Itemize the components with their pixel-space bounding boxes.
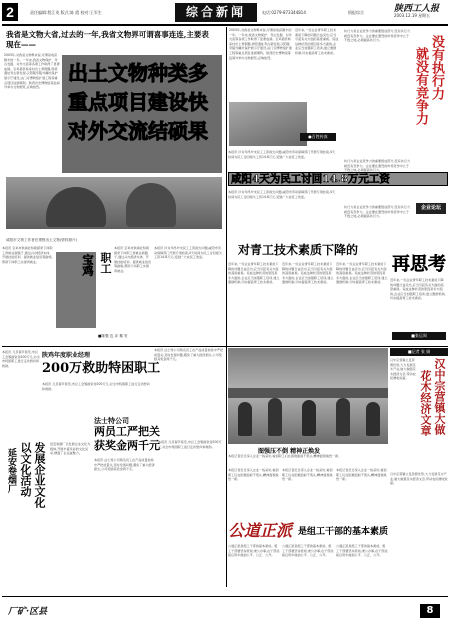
article-column: 本报讯 法士特公司两名员工在产品质量检验中严把质量关,及时发现问题,避免了重大经济损失,公司奖励其奖金两千元。 <box>154 348 224 362</box>
headline: 是组工干部的基本素质 <box>298 527 389 537</box>
footer-section: 厂矿·区县 <box>8 607 48 617</box>
byline: ■记者 张 娟 <box>390 348 448 356</box>
article-column: 本报讯 法士特公司两名员工在产品质量检验中严把质量关,及时发现问题,避免了重大经济损失,公司奖励其奖金两千元。 <box>94 458 155 472</box>
stage-photo <box>228 348 388 444</box>
hotline: 电话:0279-873344814 <box>262 10 306 15</box>
photo-caption: 咸阳市文物工作者在观察出土文物(资料照片) <box>6 238 78 242</box>
headline-line: 两员工严把关 <box>94 425 160 438</box>
article-body: 2003年,对我省文物界来说,可谓是收获颇丰的一年。一年来,我省文物保护、考古发掘、对外交流等各项工作取得了显著成绩。宝鸡眉县杨家村出土青铜器,周原遗址考古新发现,汉阳陵帝陵外藏坑保护展示厅建设,法门寺博物馆扩建工程等重点项目进展顺利。陕西历史博物馆等赴海外举办文物展览,反响热烈。 <box>4 53 60 90</box>
article-body: 执行力是企业竞争力的重要组成部分,没有执行力就没有竞争力。企业要在激烈的市场竞争中立于不败之地,必须提高执行力。 <box>344 205 410 219</box>
headline-block <box>56 252 96 328</box>
headline-line: 对外交流结硕果 <box>68 119 208 143</box>
headline-column: 就没有竞争力 <box>413 47 428 125</box>
headline: 职工 <box>99 252 112 274</box>
article-body: 本报讯 针对年终岁末民工工资拖欠问题,咸阳市劳动保障部门开展专项检查,4天时间为民工讨回拖欠工资14.8万元,受到广大农民工欢迎。 <box>228 190 336 199</box>
page-header <box>0 0 450 27</box>
footer-page-number: 8 <box>420 604 440 618</box>
section-rule <box>2 346 448 347</box>
article-body: 本报讯 元旦春节将至,市总工会筹措资金200万元,对全市特困职工进行走访慰问和救助。 <box>2 350 40 368</box>
article-kicker: 陕鸡年度职业经理 <box>42 352 91 359</box>
article-column: 本报讯 针对年终岁末民工工资拖欠问题,咸阳市劳动保障部门开展专项检查,4天时间为民工讨回拖欠工资14.8万元,受到广大农民工欢迎。 <box>154 246 222 260</box>
issue-date: 2003.12.19 星期五 <box>394 13 431 18</box>
headline-column: 汉中宗营镇大做 <box>433 358 446 435</box>
article-column: 近年来,一些企业青年职工技术素质下降的问题日益突出,应当引起有关方面的高度重视。造成这种状况的原因是多方面的,企业应当加强职工培训,建立激励机制,切实提高青工技术素质。 <box>295 28 339 55</box>
article-body: 近年来,一些企业青年职工技术素质下降的问题日益突出,应当引起有关方面的高度重视。造成这种状况的原因是多方面的,企业应当加强职工培训,建立激励机制,切实提高青工技术素质。 <box>228 262 280 285</box>
article-body: 本报讯 元旦春节将至,市总工会筹措资金200万元,对全市特困职工进行走访慰问和救助。 <box>42 382 150 391</box>
article-column: 2003年,对我省文物界来说,可谓是收获颇丰的一年。一年来,我省文物保护、考古发掘、对外交流等各项工作取得了显著成绩。宝鸡眉县杨家村出土青铜器,周原遗址考古新发现,汉阳陵帝陵外藏坑保护展示厅建设,法门寺博物馆扩建工程等重点项目进展顺利。陕西历史博物馆等赴海外举办文物展览,反响热烈。 <box>229 28 292 60</box>
article-body: 本报讯 宝鸡市供销社积极探索下岗职工再就业新路子,通过兴办经济实体、开展技能培训、提供就业信息等措施,帮助下岗职工实现再就业。 <box>2 246 53 264</box>
article-supply-coop <box>2 246 152 346</box>
header-rule <box>2 24 448 26</box>
article-rethink <box>228 240 448 344</box>
article-body: 延安卷烟厂以发展企业文化为载体,开展丰富多彩的文化活动,增强了企业凝聚力。 <box>50 442 91 456</box>
article-culture <box>2 440 92 600</box>
article-body: 本报讯 针对年终岁末民工工资拖欠问题,咸阳市劳动保障部门开展专项检查,4天时间为民工讨回拖欠工资14.8万元,受到广大农民工欢迎。 <box>228 150 336 159</box>
news-tag: ●百姓传真 <box>300 133 336 141</box>
headline-line: 出土文物种类多 <box>68 61 208 85</box>
article-body: 本报讯 宝鸡市供销社积极探索下岗职工再就业新路子,通过兴办经济实体、开展技能培训、提供就业信息等措施,帮助下岗职工实现再就业。 <box>114 246 152 273</box>
headline-big: 再思考 <box>392 254 446 275</box>
photo-caption-body: 本报记者近日深入企业一线采访,看到职工们在困难面前不低头,精神面貌焕然一新。 <box>228 454 342 458</box>
section-tag: 企业论坛 <box>416 203 446 214</box>
article-body: 执行力是企业竞争力的重要组成部分,没有执行力就没有竞争力。企业要在激烈的市场竞争中立于不败之地,必须提高执行力。 <box>344 29 410 43</box>
archaeology-photo <box>6 177 222 229</box>
masthead: 陕西工人报 <box>394 4 440 14</box>
headline: 咸阳4天为民工讨回14.8万元工资 <box>231 173 390 185</box>
article-body: 执行力是企业竞争力的重要组成部分,没有执行力就没有竞争力。企业要在激烈的市场竞争中立于不败之地,必须提高执行力。 <box>344 159 410 173</box>
page-number-badge: 2 <box>2 3 18 21</box>
article-body: 汉中宗营镇立足资源优势,大力发展花木产业,做大做强花木经济文章,带动农民增收致富。 <box>390 358 416 381</box>
article-spirit-photo <box>228 348 388 466</box>
byline: ■张运周 <box>392 332 446 340</box>
section-title: 综合新闻 <box>175 3 257 22</box>
headline: 宝鸡 <box>81 254 94 276</box>
market-photo <box>229 102 307 146</box>
article-body: 近年来,一些企业青年职工技术素质下降的问题日益突出,应当引起有关方面的高度重视。造成这种状况的原因是多方面的,企业应当加强职工培训,建立激励机制,切实提高青工技术素质。 <box>390 278 446 301</box>
article-kicker: 我省是文物大省,过去的一年,我省文物界可谓喜事连连,主要表现在—— <box>6 30 209 49</box>
photo-caption-title: 图强压不倒 精神正焕发 <box>258 448 321 455</box>
article-body: 公道正派是组工干部的基本素质。组工干部要坚持原则,秉公办事,在干部选拔任用中做到公平、公正、公开。 <box>228 544 280 558</box>
paper-name-small: 情报综合 <box>348 10 364 15</box>
article-column: 本报记者近日深入企业一线采访,看到职工们在困难面前不低头,精神面貌焕然一新。 <box>282 468 333 482</box>
headline-block <box>62 55 222 173</box>
footer-rule <box>2 596 448 597</box>
article-flowers <box>390 348 448 588</box>
article-execution <box>342 27 448 247</box>
byline: ■陈强 边 卉 秦 安 <box>98 334 128 338</box>
article-column: 本报记者近日深入企业一线采访,看到职工们在困难面前不低头,精神面貌焕然一新。 <box>336 468 387 482</box>
article-body: 公道正派是组工干部的基本素质。组工干部要坚持原则,秉公办事,在干部选拔任用中做到公平、公正、公开。 <box>282 544 334 558</box>
headline-line: 获奖金两千元 <box>94 439 160 452</box>
article-column: 本报讯 元旦春节将至,市总工会筹措资金200万元,对全市特困职工进行走访慰问和救助。 <box>158 440 222 449</box>
headline: 200万救助特困职工 <box>42 361 161 376</box>
side-label: 延安卷烟厂 <box>6 448 16 493</box>
article-archaeology <box>2 27 224 237</box>
article-integrity <box>228 520 388 592</box>
headline-column: 花木经济文章 <box>419 370 432 436</box>
column-divider <box>226 27 227 587</box>
headline-column: 以文化活动 <box>19 442 32 497</box>
editor-line: 责任编辑:程江英 版式:陈 霞 校对:王军生 <box>30 10 102 15</box>
vertical-headline <box>414 35 446 185</box>
headline-line: 重点项目建设快 <box>68 90 208 114</box>
headline-column: 发展企业文化 <box>33 442 46 508</box>
headline-lead: 公道正派 <box>228 521 293 540</box>
article-body: 公道正派是组工干部的基本素质。组工干部要坚持原则,秉公办事,在干部选拔任用中做到公平、公正、公开。 <box>336 544 388 558</box>
headline: 对青工技术素质下降的 <box>238 243 359 257</box>
article-body: 近年来,一些企业青年职工技术素质下降的问题日益突出,应当引起有关方面的高度重视。造成这种状况的原因是多方面的,企业应当加强职工培训,建立激励机制,切实提高青工技术素质。 <box>336 262 388 285</box>
article-kicker: 法士特公司 <box>94 417 129 425</box>
headline-column: 没有执行力 <box>429 35 444 100</box>
article-body: 近年来,一些企业青年职工技术素质下降的问题日益突出,应当引起有关方面的高度重视。造成这种状况的原因是多方面的,企业应当加强职工培训,建立激励机制,切实提高青工技术素质。 <box>282 262 334 285</box>
article-column: 本报记者近日深入企业一线采访,看到职工们在困难面前不低头,精神面貌焕然一新。 <box>228 468 279 482</box>
article-body: 汉中宗营镇立足资源优势,大力发展花木产业,做大做强花木经济文章,带动农民增收致富。 <box>390 472 448 486</box>
